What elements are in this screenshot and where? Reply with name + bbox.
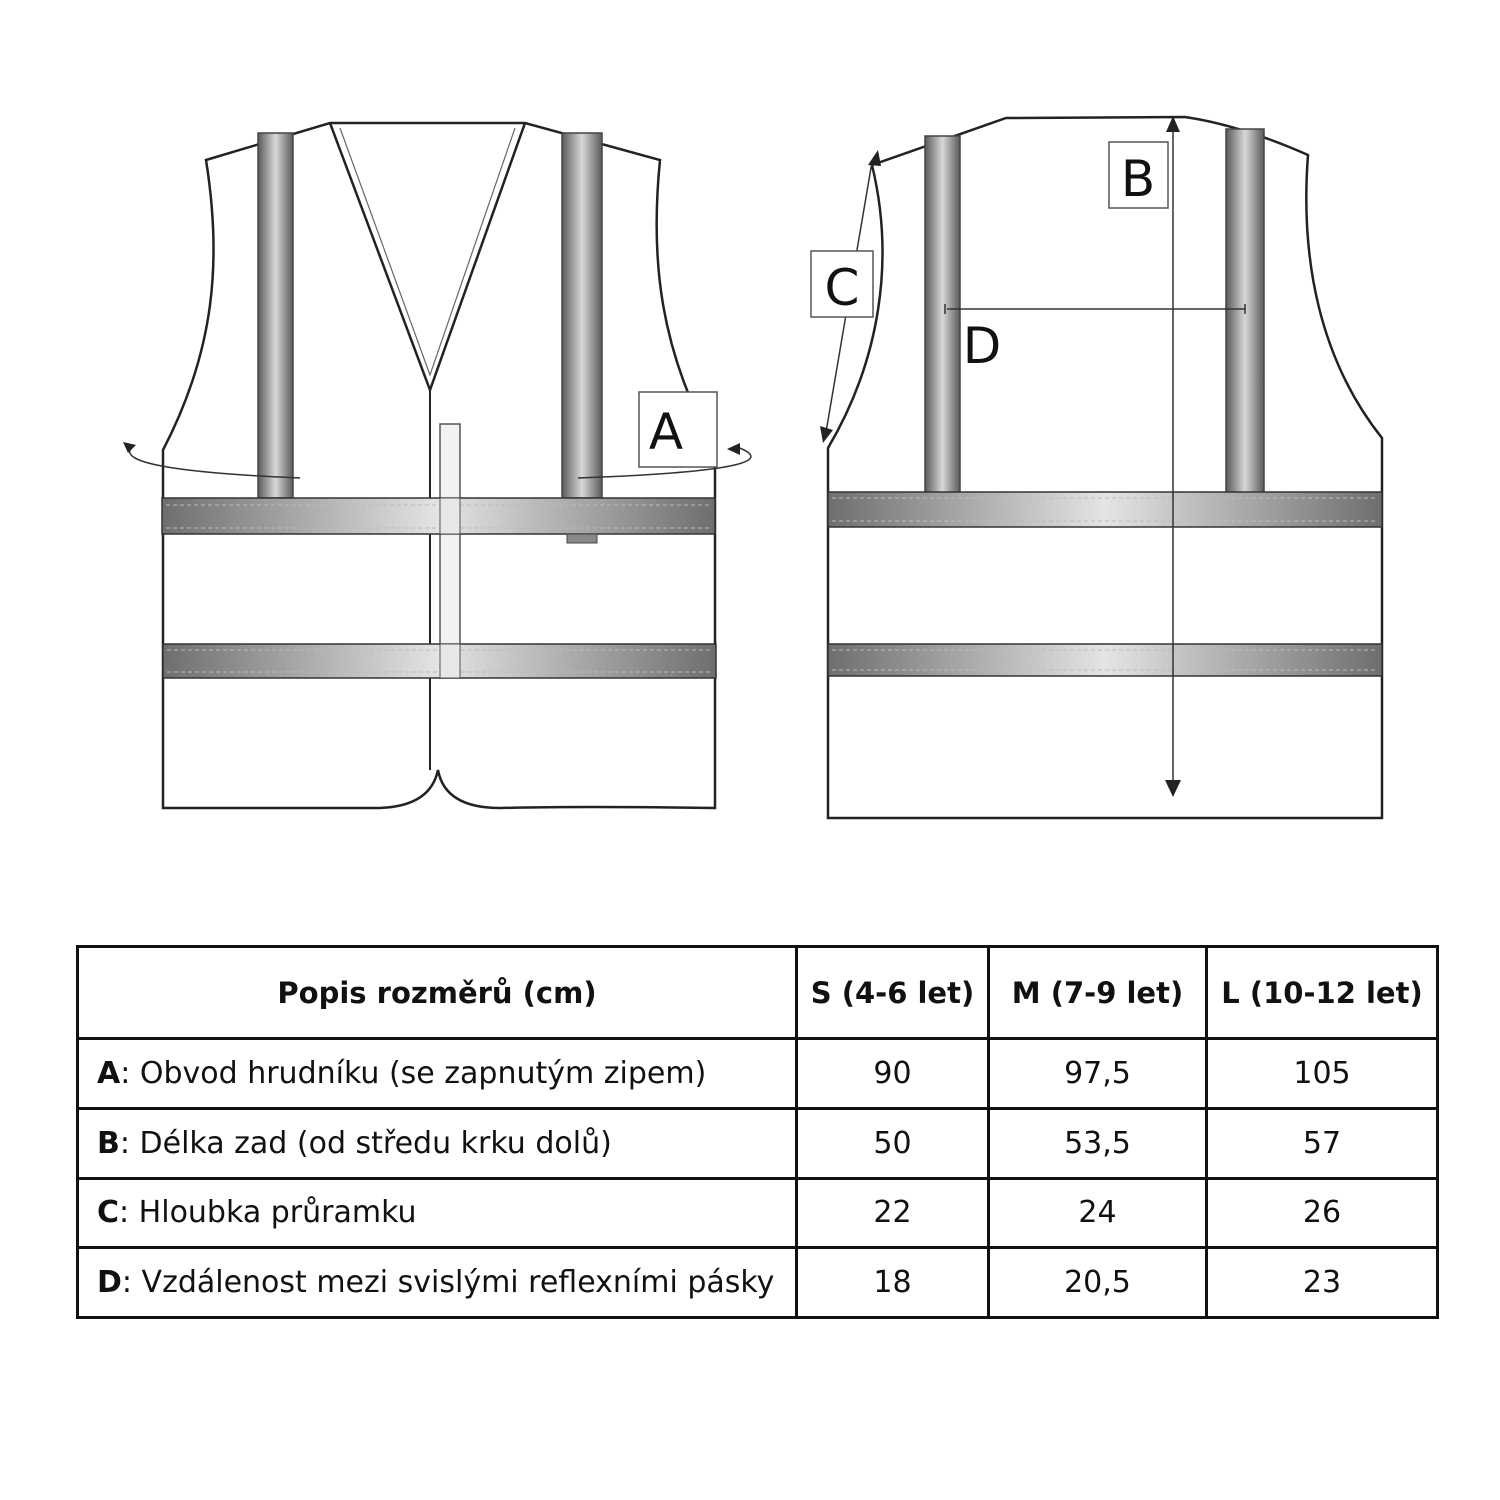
label-d: D: [962, 317, 1002, 375]
row-text: : Hloubka průramku: [119, 1195, 417, 1231]
row-key: B: [97, 1125, 120, 1161]
label-b: B: [1120, 150, 1156, 208]
front-zipper-placket: [440, 424, 460, 678]
table-row: [78, 1248, 1438, 1318]
cell-value: 50: [797, 1108, 989, 1178]
header-size-m: M (7-9 let): [989, 947, 1207, 1039]
back-upper-reflective-band: [828, 492, 1382, 527]
row-key: D: [97, 1265, 122, 1301]
label-c: C: [824, 259, 860, 317]
table-row: [78, 1039, 1438, 1109]
vest-front-view: [162, 123, 716, 808]
cell-value: 53,5: [989, 1108, 1207, 1178]
back-lower-reflective-band: [828, 644, 1382, 676]
size-chart-table: [76, 945, 1439, 1319]
header-description: Popis rozměrů (cm): [78, 947, 797, 1039]
back-vest-outline: [828, 117, 1382, 818]
row-description: [78, 1248, 797, 1318]
front-vest-outline: [163, 123, 715, 808]
cell-value: 97,5: [989, 1039, 1207, 1109]
row-description: [78, 1039, 797, 1109]
row-description: [78, 1178, 797, 1248]
front-label-tag: [567, 534, 597, 543]
cell-value: 57: [1207, 1108, 1438, 1178]
cell-value: 26: [1207, 1178, 1438, 1248]
cell-value: 20,5: [989, 1248, 1207, 1318]
front-upper-reflective-band: [162, 498, 715, 534]
table-header-row: [78, 947, 1438, 1039]
cell-value: 22: [797, 1178, 989, 1248]
row-key: A: [97, 1055, 121, 1091]
header-size-s: S (4-6 let): [797, 947, 989, 1039]
cell-value: 18: [797, 1248, 989, 1318]
row-description: [78, 1108, 797, 1178]
vest-back-view: [828, 117, 1382, 818]
row-text: : Délka zad (od středu krku dolů): [119, 1125, 612, 1161]
cell-value: 105: [1207, 1039, 1438, 1109]
row-text: : Obvod hrudníku (se zapnutým zipem): [120, 1055, 707, 1091]
cell-value: 90: [797, 1039, 989, 1109]
label-a: A: [648, 403, 684, 461]
front-right-vertical-strap: [562, 133, 602, 498]
header-size-l: L (10-12 let): [1207, 947, 1438, 1039]
back-left-vertical-strap: [925, 136, 960, 494]
row-key: C: [97, 1195, 120, 1231]
table-row: [78, 1178, 1438, 1248]
table-row: [78, 1108, 1438, 1178]
cell-value: 23: [1207, 1248, 1438, 1318]
row-text: : Vzdálenost mezi svislými reflexními pásky: [121, 1265, 775, 1301]
cell-value: 24: [989, 1178, 1207, 1248]
front-left-vertical-strap: [258, 133, 293, 498]
